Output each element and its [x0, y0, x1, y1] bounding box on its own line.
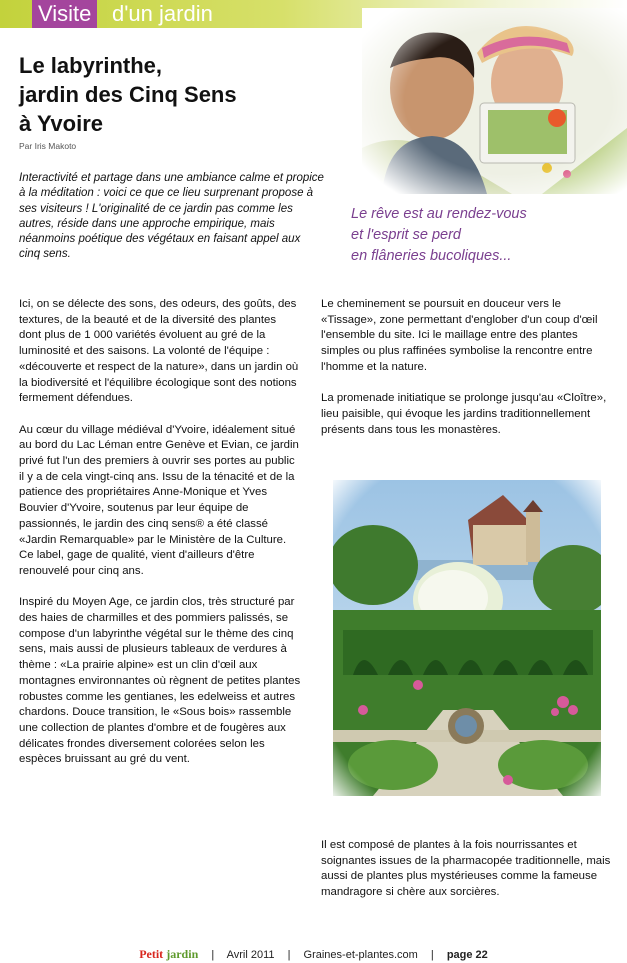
footer-separator: | — [287, 949, 291, 961]
body-paragraph: Au cœur du village médiéval d'Yvoire, idéalement situé au bord du Lac Léman entre Genève et Evian, ce jardin privé fut l'un des premiers à ouvrir ses portes au public il y a de cela vingt-cinq ans. Issu de la ténacité et de la patience des propriétaires Anne-Monique et Yves Bouvier d'Yvoire, soutenus par leur équipe de passionnés, le jardin des cinq sens® a été classé «Jardin Remarquable» par le Ministère de la Culture. Ce label, gage de qualité, vient d'ailleurs d'être renouvelé pour cinq ans. — [19, 423, 299, 577]
issue-date: Avril 2011 — [226, 949, 275, 961]
quote-line: en flâneries bucoliques... — [351, 248, 512, 264]
quote-line: Le rêve est au rendez-vous — [351, 206, 527, 222]
title-line: à Yvoire — [19, 111, 103, 136]
section-title: d'un jardin — [112, 1, 213, 26]
website: Graines-et-plantes.com — [303, 949, 418, 961]
brand-name-part: Petit — [139, 947, 164, 961]
byline: Par Iris Makoto — [19, 141, 77, 151]
title-line: jardin des Cinq Sens — [19, 82, 237, 107]
body-column-left — [19, 297, 301, 784]
title-line: Le labyrinthe, — [19, 53, 163, 78]
body-paragraph: Le cheminement se poursuit en douceur vers le «Tissage», zone permettant d'englober d'un coup d'œil l'ensemble du site. Ici le maillage entre des plantes simples ou plus raffinées symbolise la rencontre entre l'homme et la nature. — [321, 298, 598, 373]
garden-photo — [333, 480, 601, 796]
body-paragraph: Inspiré du Moyen Age, ce jardin clos, très structuré par des haies de charmilles et des pommiers palissés, se compose d'un labyrinthe végétal sur le thème des cinq sens, mais aussi de plusieurs tableaux de verdures à thème : «La prairie alpine» est un clin d'œil aux montagnes environnantes où règnent de petites plantes robustes comme les gentianes, les edelweiss et autres chardons. Douce transition, le «Sous bois» rassemble une collection de plantes d'ombre et de fougères aux délicates frondes diversement colorées selon les espèces bruissant au gré du vent. — [19, 596, 301, 766]
body-paragraph: Ici, on se délecte des sons, des odeurs, des goûts, des textures, de la beauté et de la diversité des plantes dont plus de 1 000 variétés évoluent au gré de la luminosité et des saisons. La volonté de l'équipe : «découverte et respect de la nature», dans un jardin où la biodiversité et l'équilibre écologique sont des notions fermement défendues. — [19, 298, 299, 405]
footer-separator: | — [430, 949, 434, 961]
brand-name-part: jardin — [166, 947, 199, 961]
pull-quote — [351, 204, 621, 267]
section-tag: Visite — [32, 0, 97, 28]
page-footer — [0, 947, 627, 962]
couple-photo — [362, 8, 627, 194]
body-paragraph: La promenade initiatique se prolonge jusqu'au «Cloître», lieu paisible, qui évoque les jardins traditionnellement présents dans tous les monastères. — [321, 392, 607, 436]
page-number: page 22 — [446, 949, 488, 961]
article-title — [19, 51, 319, 138]
body-paragraph: Il est composé de plantes à la fois nourrissantes et soignantes issues de la pharmacopée traditionnelle, mais aussi de plantes plus mystérieuses comme la fameuse mandragore si chère aux sorcières. — [321, 839, 611, 899]
quote-line: et l'esprit se perd — [351, 227, 461, 243]
intro-paragraph: Interactivité et partage dans une ambiance calme et propice à la méditation : voici ce que ce lieu surprenant propose à ses visiteurs ! L'originalité de ce jardin pas comme les autres, réside dans une approche empirique, mais néanmoins poétique des végétaux en faisant appel aux cinq sens. — [19, 172, 324, 261]
body-column-right — [321, 297, 611, 454]
body-column-right-bottom — [321, 838, 611, 917]
footer-separator: | — [211, 949, 215, 961]
